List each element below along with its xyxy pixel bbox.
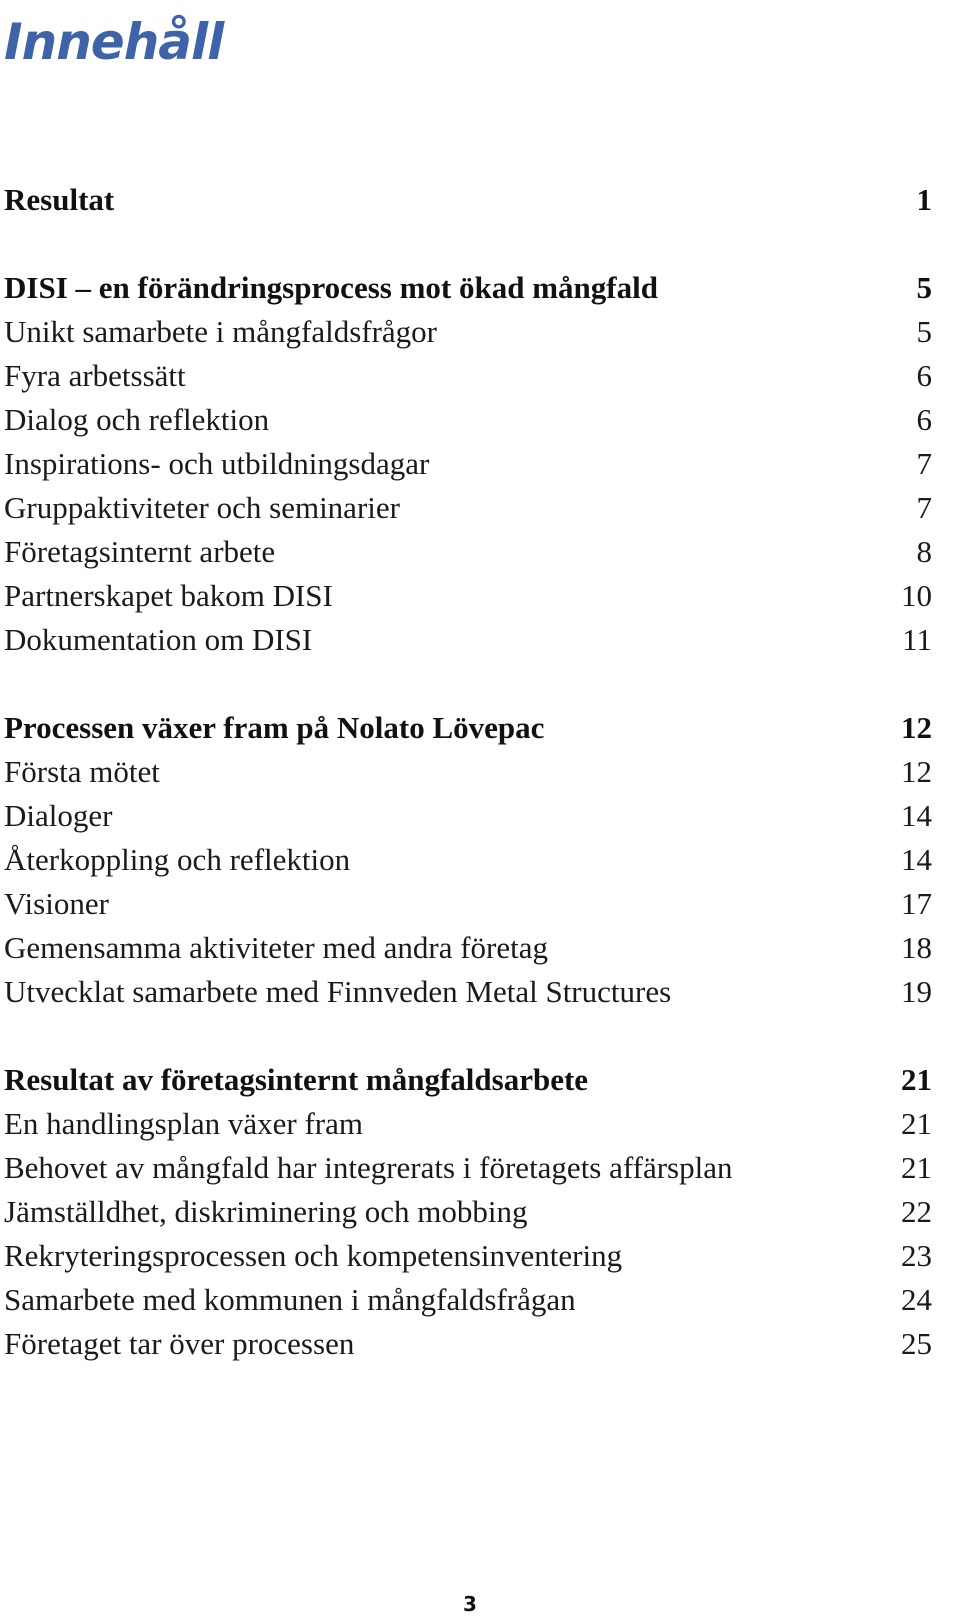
toc-entry[interactable] bbox=[4, 838, 932, 882]
toc-heading-page: 21 bbox=[901, 1062, 932, 1097]
toc-entry-title: Behovet av mångfald har integrerats i företagets affärsplan bbox=[4, 1150, 733, 1185]
toc-entry-page: 8 bbox=[916, 534, 932, 569]
toc-section-resultat-mangfald bbox=[4, 1058, 932, 1366]
toc-section-resultat bbox=[4, 178, 932, 222]
toc-entry[interactable] bbox=[4, 1146, 932, 1190]
toc-entry-page: 14 bbox=[901, 798, 932, 833]
toc-entry[interactable] bbox=[4, 1234, 932, 1278]
toc-heading[interactable] bbox=[4, 706, 932, 750]
toc-entry[interactable] bbox=[4, 310, 932, 354]
toc-entry-page: 14 bbox=[901, 842, 932, 877]
toc-entry-page: 18 bbox=[901, 930, 932, 965]
toc-entry[interactable] bbox=[4, 530, 932, 574]
toc-entry-title: Företaget tar över processen bbox=[4, 1326, 355, 1361]
toc-entry[interactable] bbox=[4, 882, 932, 926]
toc-heading[interactable] bbox=[4, 1058, 932, 1102]
toc-heading[interactable] bbox=[4, 266, 932, 310]
toc-entry[interactable] bbox=[4, 1322, 932, 1366]
toc-entry-page: 10 bbox=[901, 578, 932, 613]
toc-entry[interactable] bbox=[4, 970, 932, 1014]
toc-entry-page: 23 bbox=[901, 1238, 932, 1273]
toc-entry-page: 19 bbox=[901, 974, 932, 1009]
toc-section-processen bbox=[4, 706, 932, 1014]
toc-entry[interactable] bbox=[4, 354, 932, 398]
toc-entry[interactable] bbox=[4, 486, 932, 530]
table-of-contents bbox=[4, 178, 932, 1410]
toc-entry-title: Inspirations- och utbildningsdagar bbox=[4, 446, 430, 481]
toc-entry-title: Partnerskapet bakom DISI bbox=[4, 578, 333, 613]
toc-entry-page: 21 bbox=[901, 1106, 932, 1141]
toc-entry[interactable] bbox=[4, 442, 932, 486]
toc-entry[interactable] bbox=[4, 794, 932, 838]
toc-entry[interactable] bbox=[4, 618, 932, 662]
toc-entry-title: Unikt samarbete i mångfaldsfrågor bbox=[4, 314, 437, 349]
toc-entry-title: Gemensamma aktiviteter med andra företag bbox=[4, 930, 548, 965]
toc-entry-page: 22 bbox=[901, 1194, 932, 1229]
toc-entry-title: Dialoger bbox=[4, 798, 113, 833]
page-number: 3 bbox=[463, 1592, 477, 1616]
toc-section-disi bbox=[4, 266, 932, 662]
toc-heading-page: 12 bbox=[901, 710, 932, 745]
toc-entry-page: 11 bbox=[902, 622, 932, 657]
toc-entry-title: Fyra arbetssätt bbox=[4, 358, 186, 393]
toc-entry-title: Jämställdhet, diskriminering och mobbing bbox=[4, 1194, 528, 1229]
toc-entry[interactable] bbox=[4, 926, 932, 970]
toc-heading-title: Resultat av företagsinternt mångfaldsarbete bbox=[4, 1062, 589, 1097]
toc-entry-title: Samarbete med kommunen i mångfaldsfrågan bbox=[4, 1282, 576, 1317]
toc-entry-title: Företagsinternt arbete bbox=[4, 534, 276, 569]
toc-entry-page: 21 bbox=[901, 1150, 932, 1185]
toc-entry[interactable] bbox=[4, 398, 932, 442]
toc-heading-title: DISI – en förändringsprocess mot ökad mångfald bbox=[4, 270, 658, 305]
toc-entry[interactable] bbox=[4, 1102, 932, 1146]
toc-entry-page: 6 bbox=[916, 358, 932, 393]
toc-entry-title: Första mötet bbox=[4, 754, 160, 789]
toc-entry-title: Dialog och reflektion bbox=[4, 402, 270, 437]
toc-entry-page: 6 bbox=[916, 402, 932, 437]
toc-entry-title: En handlingsplan växer fram bbox=[4, 1106, 363, 1141]
toc-heading[interactable] bbox=[4, 178, 932, 222]
toc-entry-title: Visioner bbox=[4, 886, 109, 921]
toc-entry-page: 7 bbox=[916, 446, 932, 481]
toc-entry-title: Återkoppling och reflektion bbox=[4, 842, 351, 877]
toc-entry-title: Rekryteringsprocessen och kompetensinventering bbox=[4, 1238, 623, 1273]
toc-heading-page: 5 bbox=[916, 270, 932, 305]
toc-heading-title: Processen växer fram på Nolato Lövepac bbox=[4, 710, 545, 745]
toc-entry-page: 12 bbox=[901, 754, 932, 789]
toc-heading-title: Resultat bbox=[4, 182, 115, 217]
toc-entry[interactable] bbox=[4, 1278, 932, 1322]
toc-entry-page: 25 bbox=[901, 1326, 932, 1361]
toc-entry-page: 24 bbox=[901, 1282, 932, 1317]
toc-entry-page: 7 bbox=[916, 490, 932, 525]
toc-entry-title: Dokumentation om DISI bbox=[4, 622, 313, 657]
toc-entry-title: Utvecklat samarbete med Finnveden Metal Structures bbox=[4, 974, 672, 1009]
toc-entry[interactable] bbox=[4, 1190, 932, 1234]
toc-entry-page: 17 bbox=[901, 886, 932, 921]
toc-entry-title: Gruppaktiviteter och seminarier bbox=[4, 490, 400, 525]
toc-entry[interactable] bbox=[4, 574, 932, 618]
toc-entry[interactable] bbox=[4, 750, 932, 794]
toc-entry-page: 5 bbox=[916, 314, 932, 349]
page-title: Innehåll bbox=[4, 13, 224, 71]
toc-heading-page: 1 bbox=[916, 182, 932, 217]
